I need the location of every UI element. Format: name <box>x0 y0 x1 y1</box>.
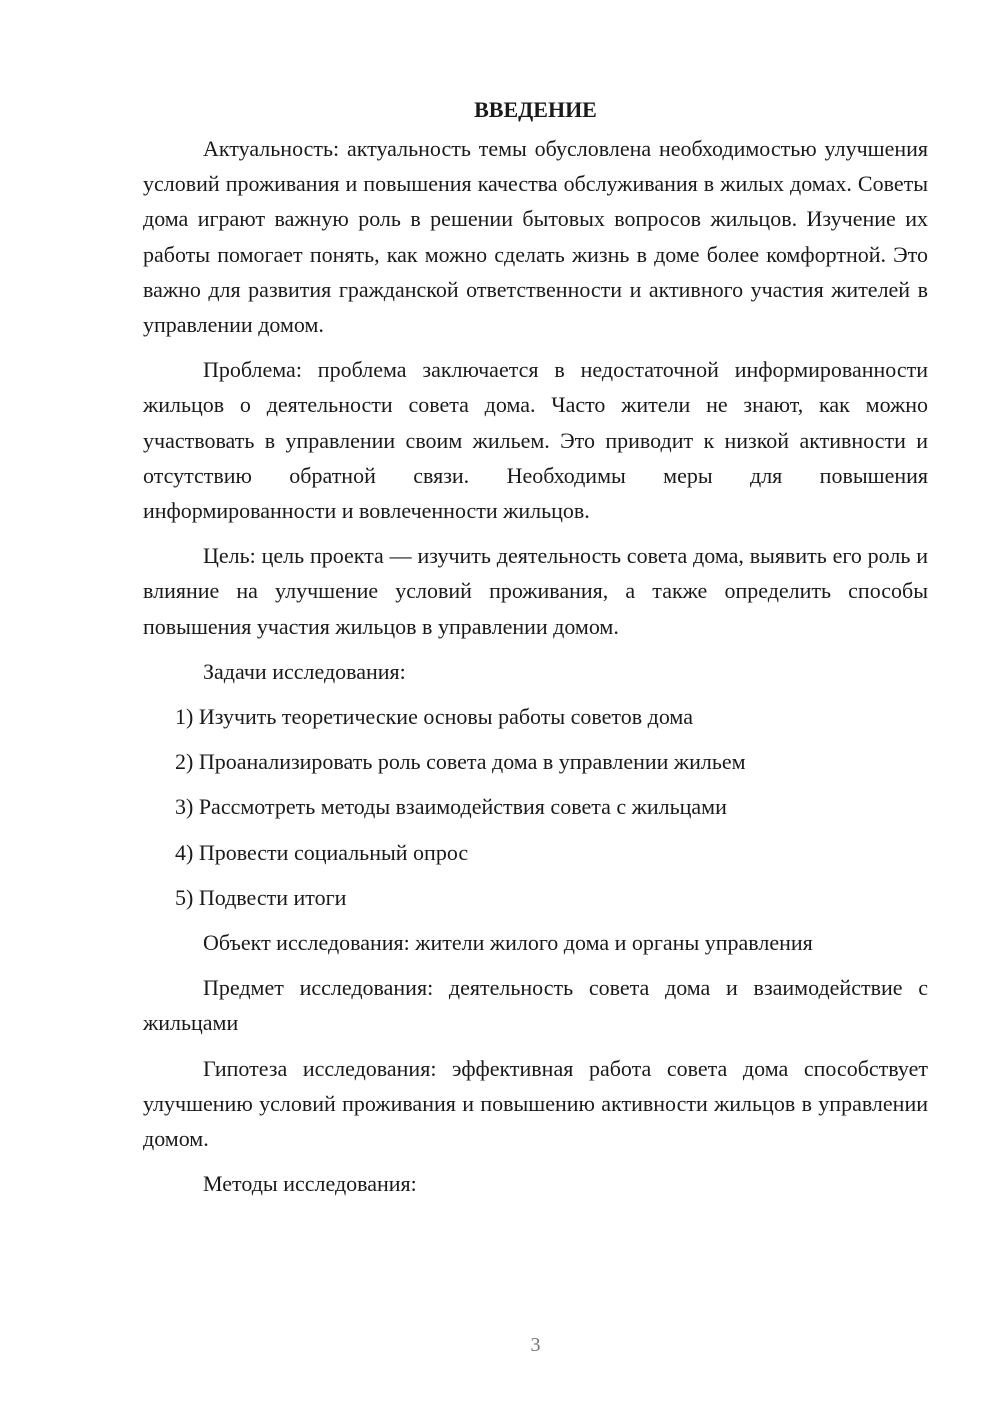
tasks-list <box>143 699 928 915</box>
paragraph-subject: Предмет исследования: деятельность совета дома и взаимодействие с жильцами <box>143 975 928 1036</box>
paragraph-hypothesis: Гипотеза исследования: эффективная работа совета дома способствует улучшению условий проживания и повышению активности жильцов в управлении домом. <box>143 1055 928 1152</box>
page-number: 3 <box>530 1334 541 1356</box>
list-item: 4) Провести социальный опрос <box>175 839 469 865</box>
list-item: 3) Рассмотреть методы взаимодействия совета с жильцами <box>175 794 727 820</box>
page-content <box>143 92 928 1211</box>
list-item: 5) Подвести итоги <box>175 884 347 910</box>
methods-heading: Методы исследования: <box>203 1171 417 1197</box>
paragraph-problem: Проблема: проблема заключается в недостаточной информированности жильцов о деятельности совета дома. Часто жители не знают, как можно участвовать в управлении своим жильем. Это приводит к низкой активности и отсутствию обратной связи. Необходимы меры для повышения информированности и вовлеченности жильцов. <box>143 357 928 524</box>
page-title: ВВЕДЕНИЕ <box>474 97 597 122</box>
list-item: 1) Изучить теоретические основы работы советов дома <box>175 704 693 730</box>
tasks-heading: Задачи исследования: <box>203 658 406 684</box>
paragraph-relevance: Актуальность: актуальность темы обусловлена необходимостью улучшения условий проживания и повышения качества обслуживания в жилых домах. Советы дома играют важную роль в решении бытовых вопросов жильцов. Изучение их работы помогает понять, как можно сделать жизнь в доме более комфортной. Это важно для развития гражданской ответственности и активного участия жителей в управлении домом. <box>143 136 928 338</box>
paragraph-goal: Цель: цель проекта — изучить деятельность совета дома, выявить его роль и влияние на улучшение условий проживания, а также определить способы повышения участия жильцов в управлении домом. <box>143 543 928 639</box>
paragraph-object: Объект исследования: жители жилого дома и органы управления <box>203 930 813 956</box>
list-item: 2) Проанализировать роль совета дома в управлении жильем <box>175 749 746 775</box>
